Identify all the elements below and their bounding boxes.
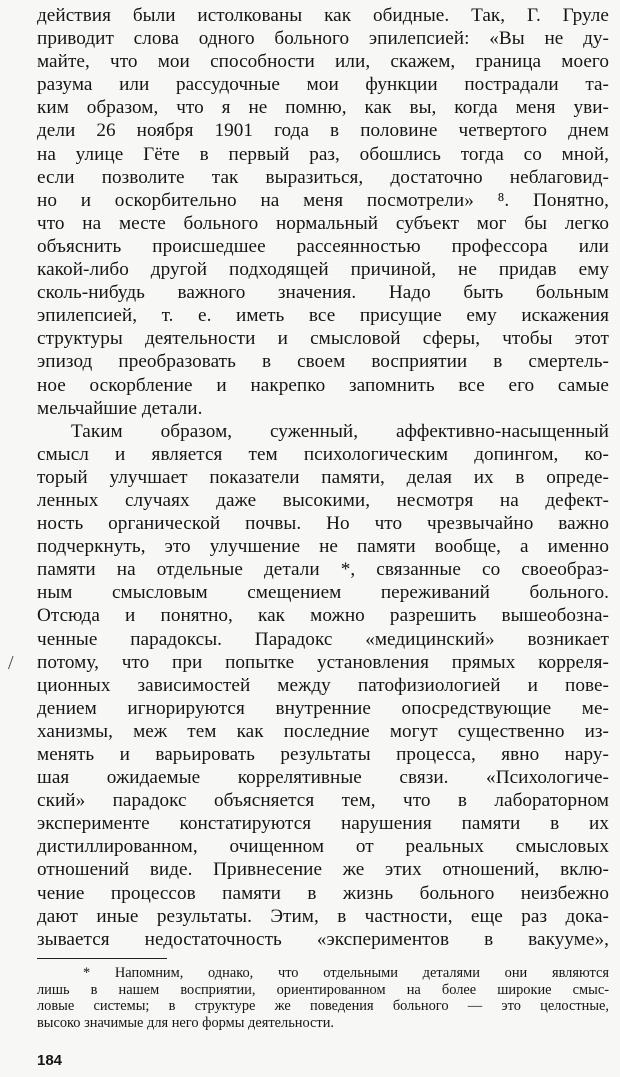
text-line: эпилепсией, т. е. иметь все присущие ему искажения	[37, 305, 609, 327]
text-line: эксперименте констатируются нарушения памяти в их	[37, 813, 609, 835]
text-line: менять и варьировать результаты процесса, явно нару-	[37, 744, 609, 765]
footnote-rule	[37, 958, 167, 959]
text-line: шая ожидаемые коррелятивные связи. «Психологиче-	[37, 767, 609, 789]
text-line: чение процессов памяти в жизнь больного неизбежно	[37, 882, 609, 904]
text-line: на улице Гёте в первый раз, обошлись тогда со мной,	[37, 143, 609, 165]
text-line: отношений виде. Привнесение же этих отношений, вклю-	[37, 859, 609, 881]
text-line: но и оскорбительно на меня посмотрели» ⁸. Понятно,	[37, 189, 609, 211]
text-line: ким образом, что я не помню, как вы, когда меня уви-	[37, 97, 609, 119]
text-line: ханизмы, меж тем как последние могут существенно из-	[37, 720, 609, 742]
footnote-line: высоко значимые для него формы деятельности.	[37, 1014, 334, 1031]
text-line: дистиллированном, очищенном от реальных смысловых	[37, 836, 609, 858]
footnote-line: * Напомним, однако, что отдельными деталями они являются	[83, 965, 609, 981]
text-line: структуры деятельности и смысловой сферы, чтобы этот	[37, 328, 609, 350]
text-line: ное оскорбление и накрепко запомнить все его самые	[37, 374, 609, 396]
text-line: ным смысловым смещением переживаний больного.	[37, 582, 609, 604]
text-line: дают иные результаты. Этим, в частности, еще раз дока-	[37, 905, 609, 927]
text-line: ский» парадокс объясняется тем, что в лабораторном	[37, 790, 609, 812]
text-line: смысл и является тем психологическим допингом, ко-	[37, 443, 609, 465]
text-line: Отсюда и понятно, как можно разрешить вышеобозна-	[37, 605, 609, 627]
text-line: майте, что мои способности или, скажем, граница моего	[37, 51, 609, 73]
text-line: Таким образом, суженный, аффективно-насыщенный	[71, 420, 609, 442]
text-line: действия были истолкованы как обидные. Так, Г. Груле	[37, 5, 609, 26]
text-line: дели 26 ноября 1901 года в половине четвертого днем	[37, 120, 609, 142]
text-line: эпизод преобразовать в своем восприятии в смертель-	[37, 351, 609, 373]
text-line: торый улучшает показатели памяти, делая их в опреде-	[37, 466, 609, 488]
text-line: дением игнорируются внутренние опосредствующие ме-	[37, 697, 609, 719]
footnote-line: лишь в нашем восприятии, ориентированном на более широкие смыс-	[37, 981, 609, 998]
text-line: сколь-нибудь важного значения. Надо быть больным	[37, 282, 609, 304]
text-line: ленных случаях даже высокими, несмотря на дефект-	[37, 489, 609, 511]
text-line: если позволите так выразиться, достаточно неблаговид-	[37, 166, 609, 188]
text-line: мельчайшие детали.	[37, 397, 203, 419]
text-line: зывается недостаточность «экспериментов в вакууме»,	[37, 928, 609, 950]
text-line: какой-либо другой подходящей причиной, не придав ему	[37, 259, 609, 281]
text-line: объяснить происшедшее рассеянностью профессора или	[37, 235, 609, 257]
text-line: что на месте больного нормальный субъект мог бы легко	[37, 212, 609, 234]
page-number: 184	[37, 1052, 63, 1069]
text-line: ционных зависимостей между патофизиологией и пове-	[37, 674, 609, 696]
text-line: памяти на отдельные детали *, связанные со своеобраз-	[37, 559, 609, 581]
body-text	[37, 4, 609, 951]
text-line: приводит слова одного больного эпилепсией: «Вы не ду-	[37, 28, 609, 50]
text-line: потому, что при попытке установления прямых корреля-	[37, 651, 609, 673]
footnote-line: ловые системы; в структуре же поведения больного — это целостные,	[37, 998, 609, 1015]
text-line: подчеркнуть, это улучшение не памяти вообще, а именно	[37, 536, 609, 558]
text-line: ность органической почвы. Но что чрезвычайно важно	[37, 513, 609, 535]
margin-mark: /	[8, 652, 14, 674]
text-line: ченные парадоксы. Парадокс «медицинский» возникает	[37, 628, 609, 650]
text-line: разума или рассудочные мои функции пострадали та-	[37, 74, 609, 96]
footnote	[37, 965, 609, 1031]
